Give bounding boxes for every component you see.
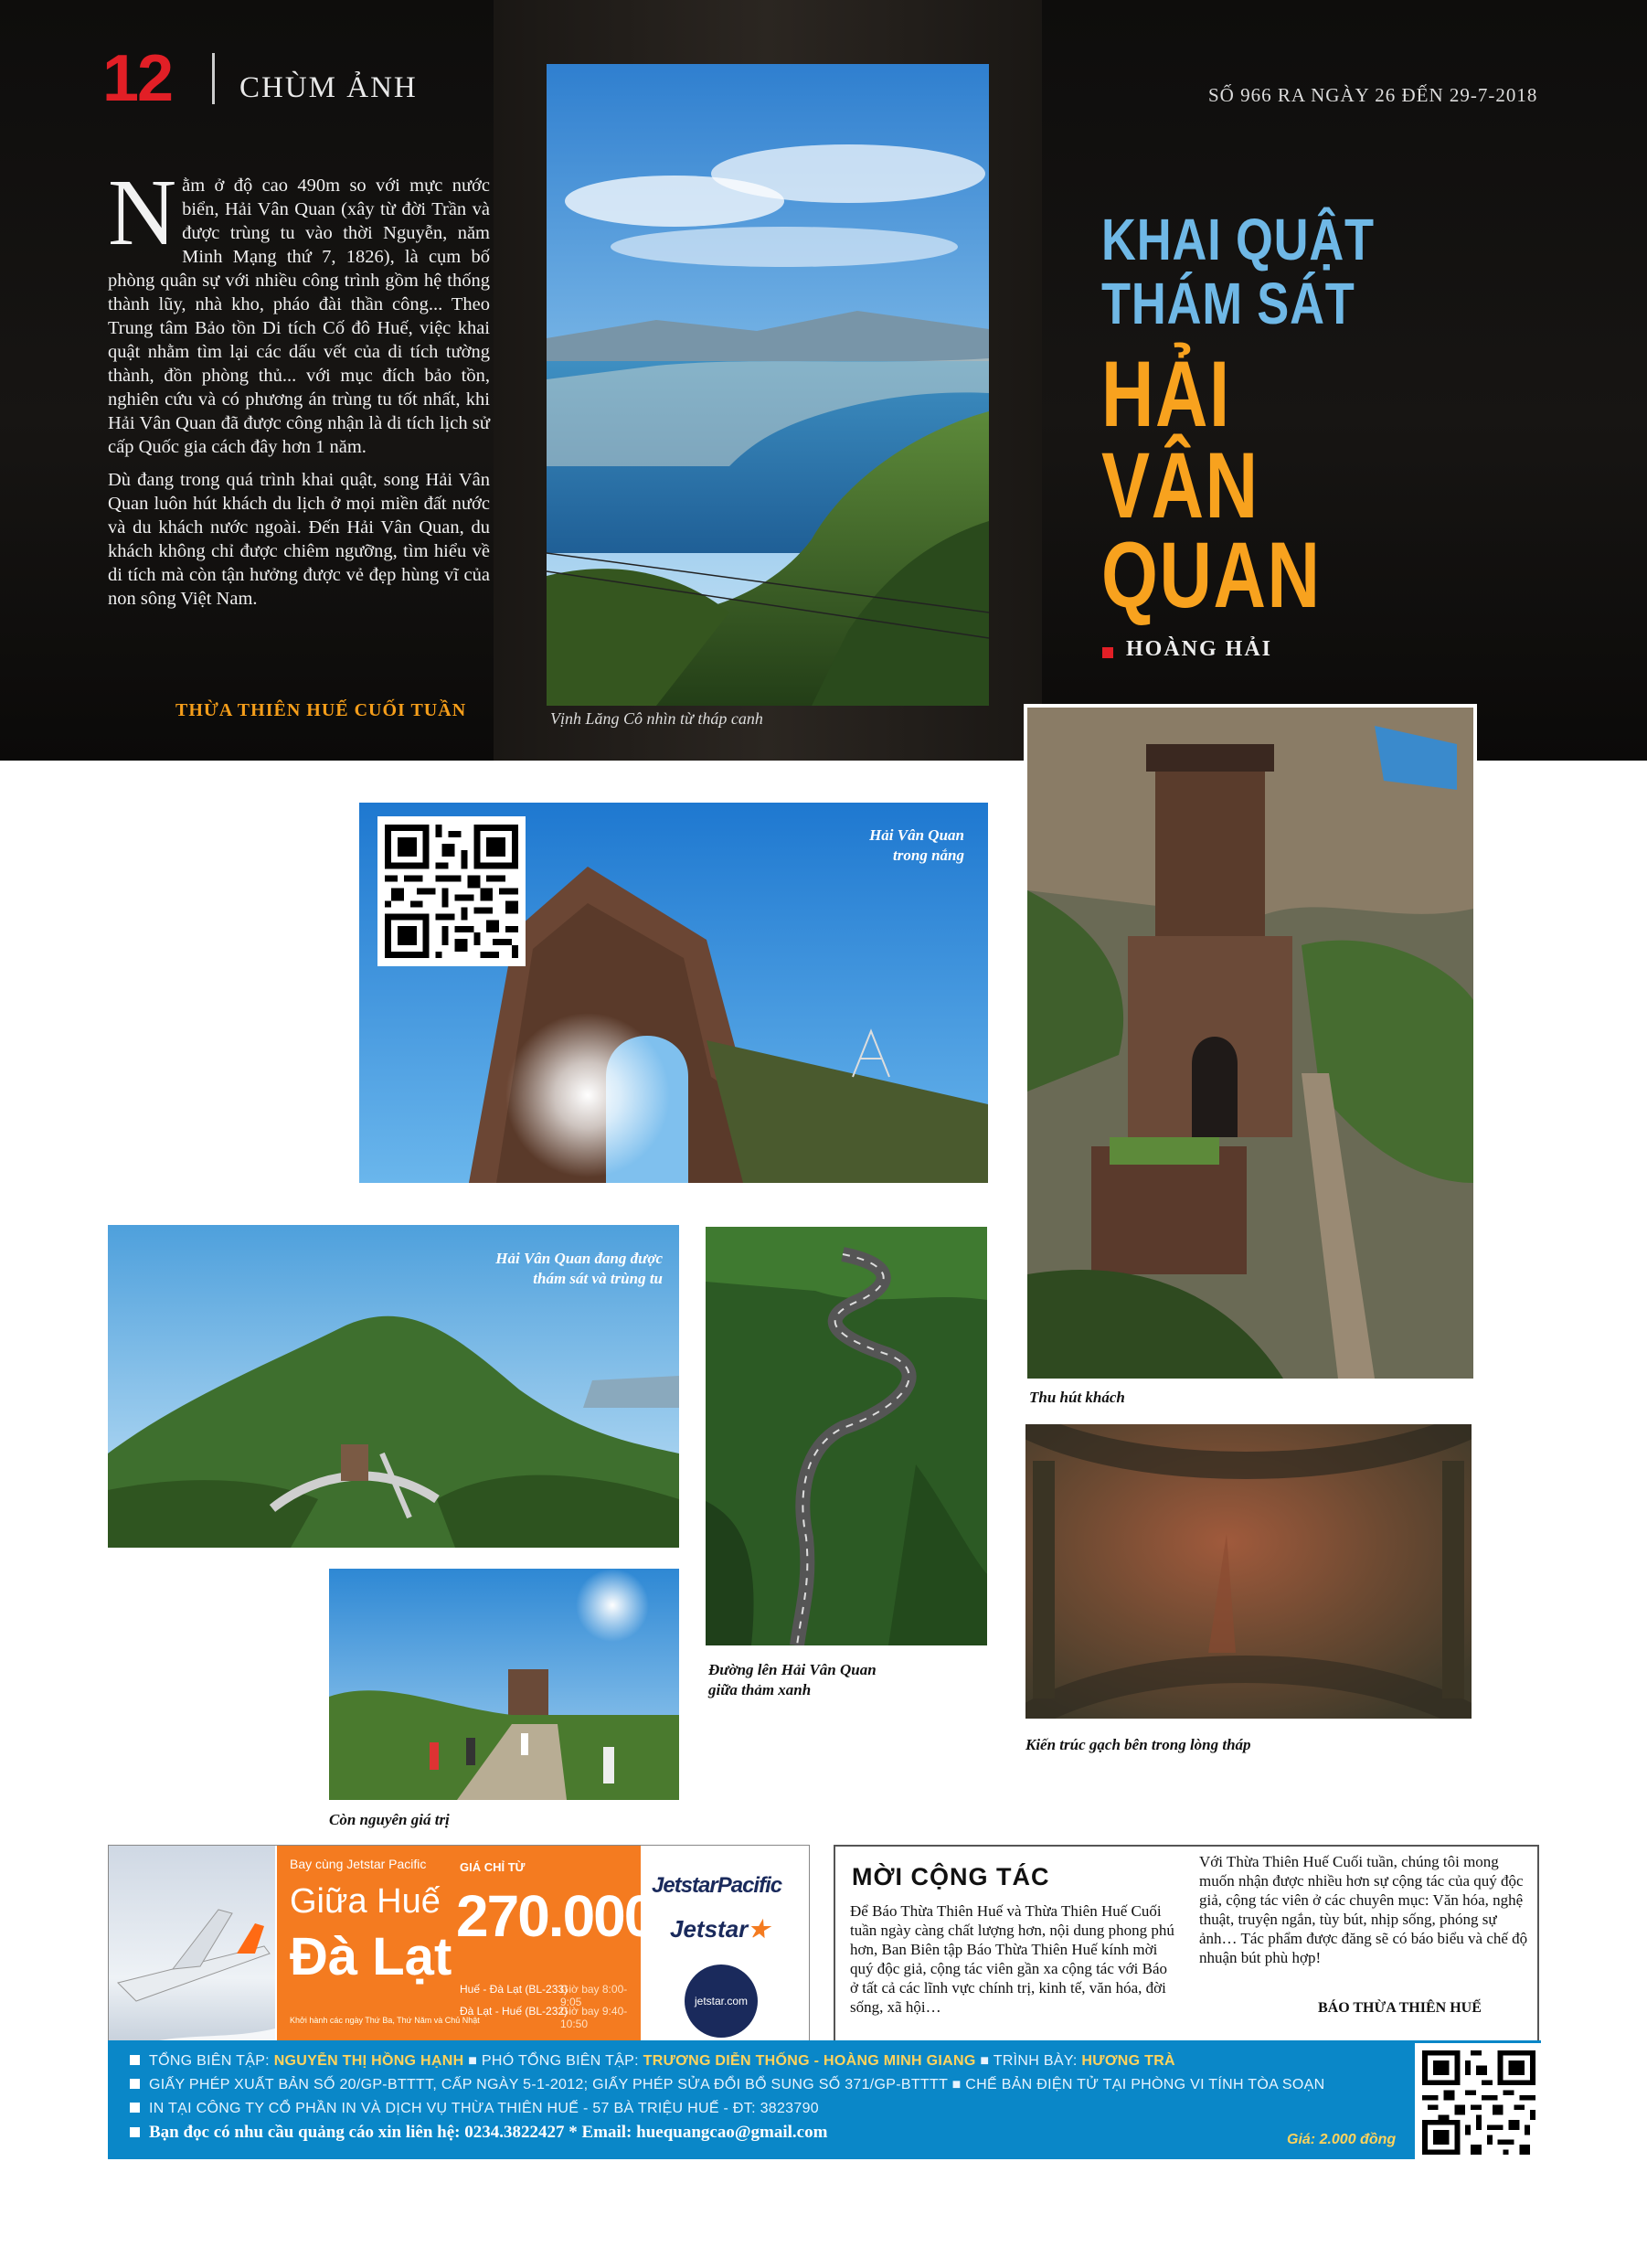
title-line-3: HẢI: [1101, 342, 1231, 446]
ad-flight-1: Huế - Đà Lạt (BL-233): [460, 1983, 568, 1996]
photo-aerial-tower: [1024, 704, 1477, 1382]
ad-brand-pacific: JetstarPacific: [652, 1873, 782, 1898]
footer-design-label: ■ TRÌNH BÀY:: [980, 2053, 1078, 2069]
drop-cap: N: [108, 160, 177, 265]
author-marker: [1102, 647, 1113, 658]
masthead-footer: [108, 2040, 1541, 2159]
ad-brand-jetstar-text: Jetstar: [670, 1915, 749, 1943]
photo-visitors: [329, 1569, 679, 1800]
ad-route-2: Đà Lạt: [290, 1927, 452, 1986]
photo-winding-road: [706, 1227, 987, 1645]
ad-flight-2: Đà Lạt - Huế (BL-232): [460, 2005, 568, 2018]
lead-text: [108, 160, 490, 620]
caption-brick: Kiến trúc gạch bên trong lòng tháp: [1025, 1736, 1251, 1753]
ad-time-1: Giờ bay 8:00-9:05: [560, 1983, 628, 2008]
caption-window: Vịnh Lăng Cô nhìn từ tháp canh: [550, 709, 763, 728]
title-line-2: THÁM SÁT: [1101, 271, 1355, 336]
invite-box: [834, 1845, 1539, 2066]
footer-license: GIẤY PHÉP XUẤT BẢN SỐ 20/GP-BTTTT, CẤP NGÀY 5-1-2012; GIẤY PHÉP SỬA ĐỔI BỔ SUNG SỐ 371/GP-BTTTT ■ CHẾ BẢN ĐIỆN TỬ TẠI PHÒNG VI TÍNH TÒA SOẠN: [149, 2077, 1325, 2092]
page-number: 12: [102, 42, 173, 115]
ad-route-1: Giữa Huế: [290, 1882, 441, 1921]
caption-gate-sun-line-1: Hải Vân Quan: [869, 826, 964, 844]
footer-contact[interactable]: Bạn đọc có nhu cầu quảng cáo xin liên hệ: 0234.3822427 * Email: huequangcao@gmail.com: [149, 2123, 828, 2142]
ad-time-2: Giờ bay 9:40-10:50: [560, 2005, 628, 2030]
caption-gate-sun: [786, 825, 964, 866]
footer-deputy-names: TRƯƠNG DIỄN THỐNG - HOÀNG MINH GIANG: [643, 2053, 976, 2069]
footer-price: Giá: 2.000 đồng: [1287, 2132, 1397, 2147]
ad-plane-image: [109, 1846, 275, 2066]
caption-visitors: Còn nguyên giá trị: [329, 1811, 450, 1828]
qr-code-icon: [377, 816, 526, 966]
section-name: CHÙM ẢNH: [239, 71, 418, 104]
lead-paragraph-2: Dù đang trong quá trình khai quật, song Hải Vân Quan luôn hút khách du lịch ở mọi miền đất nước và du khách nước ngoài. Đến Hải Vân Quan, du khách không chỉ được chiêm ngưỡng, tìm hiểu về di tích mà còn tận hưởng được vẻ đẹp hùng vĩ của non sông Việt Nam.: [108, 470, 490, 609]
footer-line-1: [130, 2053, 1175, 2070]
footer-qr-code-icon: [1415, 2043, 1543, 2162]
photo-lang-co-bay: [547, 64, 989, 706]
issue-info: SỐ 966 RA NGÀY 26 ĐẾN 29-7-2018: [1208, 84, 1538, 106]
invite-signature: BÁO THỪA THIÊN HUẾ: [1318, 2000, 1482, 2016]
title-line-5: QUAN: [1101, 523, 1322, 627]
ad-note: Khởi hành các ngày Thứ Ba, Thứ Năm và Chủ Nhật: [290, 2016, 480, 2025]
ad-website[interactable]: jetstar.com: [685, 1965, 758, 2038]
footer-line-3: [130, 2101, 819, 2117]
footer-editor-name: NGUYỄN THỊ HỒNG HẠNH: [273, 2053, 464, 2069]
footer-deputy-label: ■ PHÓ TỔNG BIÊN TẬP:: [468, 2053, 639, 2069]
ad-price: 270.000đ: [456, 1883, 689, 1949]
photo-brick-interior: [1025, 1424, 1472, 1719]
title-line-4: VÂN: [1101, 433, 1259, 538]
author-name: HOÀNG HẢI: [1126, 637, 1273, 661]
star-icon: ★: [748, 1915, 770, 1943]
footer-design-name: HƯƠNG TRÀ: [1081, 2053, 1175, 2069]
ad-tagline: Bay cùng Jetstar Pacific: [290, 1857, 427, 1871]
footer-line-2: [130, 2077, 1324, 2093]
footer-editor-label: TỔNG BIÊN TẬP:: [149, 2053, 270, 2069]
caption-mountain-line-2: thám sát và trùng tu: [533, 1270, 663, 1287]
caption-mountain-line-1: Hải Vân Quan đang được: [495, 1250, 663, 1267]
invite-heading: MỜI CỘNG TÁC: [852, 1863, 1050, 1890]
caption-road: [708, 1660, 877, 1700]
jetstar-advertisement[interactable]: [108, 1845, 810, 2066]
invite-col-1: Để Báo Thừa Thiên Huế và Thừa Thiên Huế Cuối tuần ngày càng chất lượng hơn, nội dung phong phú hơn, Ban Biên tập Báo Thừa Thiên Huế kính mời quý độc giả, cộng tác viên gần xa cộng tác với Báo ở tất cả các lĩnh vực chính trị, kinh tế, văn hóa, đời sống, xã hội…: [850, 1902, 1174, 2016]
footer-printer: IN TẠI CÔNG TY CỔ PHẦN IN VÀ DỊCH VỤ THỪA THIÊN HUẾ - 57 BÀ TRIỆU HUẾ - ĐT: 3823790: [149, 2101, 819, 2116]
caption-aerial: Thu hút khách: [1029, 1389, 1125, 1406]
lead-paragraph-1-text: ằm ở độ cao 490m so với mực nước biển, Hải Vân Quan (xây từ đời Trần và được trùng tu vào thời Nguyễn, năm Minh Mạng thứ 7, 1826), là cụm bố phòng quân sự với nhiều công trình gồm hệ thống thành lũy, nhà kho, pháo đài thần công... Theo Trung tâm Bảo tồn Di tích Cố đô Huế, việc khai quật nhằm tìm lại các dấu vết của di tích tường thành, đồn phòng thủ... với mục đích bảo tồn, nghiên cứu và có phương án trùng tu tốt nhất, khi Hải Vân Quan đã được công nhận là di tích lịch sử cấp Quốc gia cách đây hơn 1 năm.: [108, 176, 490, 457]
header-divider: [212, 53, 215, 104]
caption-road-line-1: Đường lên Hải Vân Quan: [708, 1661, 877, 1678]
lead-paragraph-1: [108, 160, 490, 459]
footer-line-4: [130, 2123, 827, 2143]
source-credit: THỪA THIÊN HUẾ CUỐI TUẦN: [175, 700, 467, 720]
ad-from-label: GIÁ CHỈ TỪ: [460, 1860, 526, 1874]
caption-road-line-2: giữa thảm xanh: [708, 1681, 812, 1698]
caption-gate-sun-line-2: trong nắng: [893, 847, 964, 864]
ad-brand-jetstar: [670, 1915, 770, 1943]
caption-mountain: [439, 1249, 663, 1289]
invite-col-2: Với Thừa Thiên Huế Cuối tuần, chúng tôi mong muốn nhận được nhiều hơn sự cộng tác của quý độc giả, cộng tác viên ở các chuyên mục: Văn hóa, nghệ thuật, truyện ngắn, tùy bút, nhịp sống, phóng sự ảnh… Tác phẩm được đăng sẽ có báo biểu và chế độ nhuận bút phù hợp!: [1199, 1853, 1528, 1966]
title-line-1: KHAI QUẬT: [1101, 207, 1375, 272]
ad-offer-panel: [277, 1846, 689, 2066]
